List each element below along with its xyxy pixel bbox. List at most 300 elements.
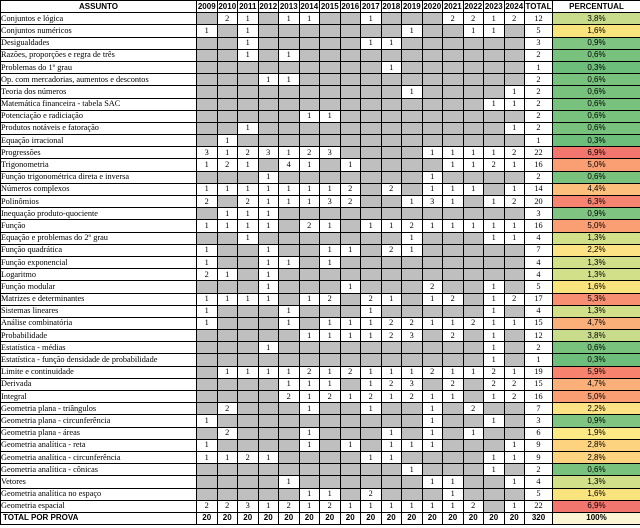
empty-cell (258, 25, 279, 37)
empty-cell (422, 86, 443, 98)
empty-cell (484, 439, 505, 451)
empty-cell (443, 110, 464, 122)
count-cell: 1 (443, 220, 464, 232)
empty-cell (381, 135, 402, 147)
empty-cell (320, 37, 341, 49)
empty-cell (402, 37, 423, 49)
footer-count-cell: 20 (279, 512, 300, 524)
empty-cell (361, 196, 382, 208)
empty-cell (422, 98, 443, 110)
footer-total-cell: 320 (525, 512, 553, 524)
count-cell: 1 (361, 451, 382, 463)
count-cell: 1 (197, 256, 218, 268)
empty-cell (361, 122, 382, 134)
empty-cell (320, 451, 341, 463)
empty-cell (217, 305, 238, 317)
percent-cell: 1,6% (553, 488, 640, 500)
empty-cell (402, 342, 423, 354)
empty-cell (381, 159, 402, 171)
percent-cell: 5,0% (553, 220, 640, 232)
empty-cell (484, 86, 505, 98)
empty-cell (381, 122, 402, 134)
footer-count-cell: 20 (402, 512, 423, 524)
count-cell: 1 (422, 500, 443, 512)
total-cell: 5 (525, 25, 553, 37)
empty-cell (504, 256, 525, 268)
empty-cell (443, 439, 464, 451)
count-cell: 1 (484, 13, 505, 25)
empty-cell (279, 135, 300, 147)
empty-cell (340, 488, 361, 500)
count-cell: 2 (463, 500, 484, 512)
empty-cell (463, 439, 484, 451)
empty-cell (320, 403, 341, 415)
empty-cell (279, 293, 300, 305)
empty-cell (197, 476, 218, 488)
empty-cell (484, 256, 505, 268)
count-cell: 1 (217, 220, 238, 232)
empty-cell (381, 269, 402, 281)
empty-cell (463, 269, 484, 281)
year-header: 2010 (217, 1, 238, 13)
count-cell: 1 (299, 439, 320, 451)
count-cell: 1 (238, 293, 259, 305)
count-cell: 1 (258, 256, 279, 268)
empty-cell (299, 37, 320, 49)
percent-cell: 4,7% (553, 317, 640, 329)
empty-cell (361, 464, 382, 476)
count-cell: 1 (484, 391, 505, 403)
empty-cell (258, 61, 279, 73)
total-cell: 3 (525, 415, 553, 427)
topic-cell: Inequação produto-quociente (1, 208, 197, 220)
empty-cell (299, 61, 320, 73)
empty-cell (463, 354, 484, 366)
footer-row (1, 512, 640, 524)
count-cell: 1 (299, 159, 320, 171)
footer-count-cell: 20 (361, 512, 382, 524)
count-cell: 1 (422, 403, 443, 415)
count-cell: 1 (217, 208, 238, 220)
count-cell: 1 (443, 317, 464, 329)
count-cell: 2 (381, 244, 402, 256)
topic-cell: Estatística - função densidade de probabilidade (1, 354, 197, 366)
count-cell: 1 (217, 269, 238, 281)
count-cell: 1 (463, 183, 484, 195)
percent-cell: 3,8% (553, 13, 640, 25)
count-cell: 2 (217, 159, 238, 171)
empty-cell (422, 232, 443, 244)
empty-cell (340, 208, 361, 220)
empty-cell (504, 403, 525, 415)
percent-cell: 6,3% (553, 196, 640, 208)
count-cell: 1 (484, 415, 505, 427)
empty-cell (299, 74, 320, 86)
empty-cell (299, 49, 320, 61)
empty-cell (320, 476, 341, 488)
count-cell: 1 (381, 451, 402, 463)
count-cell: 1 (504, 451, 525, 463)
empty-cell (422, 269, 443, 281)
total-cell: 2 (525, 464, 553, 476)
count-cell: 2 (279, 391, 300, 403)
empty-cell (197, 49, 218, 61)
topic-cell: Geometria analítica - circunferência (1, 451, 197, 463)
empty-cell (258, 378, 279, 390)
table-row (1, 183, 640, 195)
percent-cell: 2,2% (553, 244, 640, 256)
percent-cell: 0,6% (553, 110, 640, 122)
empty-cell (443, 208, 464, 220)
empty-cell (340, 354, 361, 366)
empty-cell (463, 305, 484, 317)
count-cell: 1 (484, 451, 505, 463)
topic-cell: Produtos notáveis e fatoração (1, 122, 197, 134)
empty-cell (299, 135, 320, 147)
empty-cell (197, 391, 218, 403)
count-cell: 1 (217, 293, 238, 305)
count-cell: 1 (422, 183, 443, 195)
percent-cell: 0,6% (553, 86, 640, 98)
count-cell: 1 (443, 183, 464, 195)
count-cell: 1 (463, 220, 484, 232)
count-cell: 1 (422, 171, 443, 183)
topic-cell: Sistemas lineares (1, 305, 197, 317)
empty-cell (217, 439, 238, 451)
empty-cell (361, 427, 382, 439)
total-cell: 6 (525, 427, 553, 439)
empty-cell (340, 13, 361, 25)
empty-cell (484, 122, 505, 134)
count-cell: 1 (361, 220, 382, 232)
empty-cell (217, 342, 238, 354)
total-cell: 3 (525, 37, 553, 49)
empty-cell (484, 74, 505, 86)
empty-cell (484, 61, 505, 73)
count-cell: 1 (299, 330, 320, 342)
empty-cell (217, 354, 238, 366)
count-cell: 1 (463, 366, 484, 378)
footer-count-cell: 20 (217, 512, 238, 524)
empty-cell (504, 135, 525, 147)
count-cell: 1 (238, 159, 259, 171)
count-cell: 1 (504, 86, 525, 98)
total-cell: 1 (525, 135, 553, 147)
count-cell: 1 (402, 439, 423, 451)
count-cell: 1 (443, 147, 464, 159)
total-cell: 20 (525, 196, 553, 208)
count-cell: 1 (320, 317, 341, 329)
count-cell: 1 (361, 305, 382, 317)
total-cell: 22 (525, 500, 553, 512)
table-row (1, 317, 640, 329)
count-cell: 1 (320, 183, 341, 195)
count-cell: 1 (197, 451, 218, 463)
empty-cell (197, 13, 218, 25)
empty-cell (299, 464, 320, 476)
empty-cell (340, 122, 361, 134)
empty-cell (238, 98, 259, 110)
percent-cell: 0,9% (553, 208, 640, 220)
count-cell: 1 (340, 317, 361, 329)
count-cell: 1 (340, 439, 361, 451)
count-cell: 1 (484, 305, 505, 317)
empty-cell (258, 488, 279, 500)
count-cell: 1 (361, 37, 382, 49)
count-cell: 1 (279, 196, 300, 208)
empty-cell (197, 427, 218, 439)
total-cell: 17 (525, 293, 553, 305)
count-cell: 1 (197, 317, 218, 329)
topic-cell: Análise combinatória (1, 317, 197, 329)
count-cell: 1 (422, 293, 443, 305)
count-cell: 1 (238, 220, 259, 232)
empty-cell (361, 159, 382, 171)
count-cell: 1 (320, 256, 341, 268)
empty-cell (422, 488, 443, 500)
topic-cell: Função modular (1, 281, 197, 293)
topic-cell: Geometria analítica no espaço (1, 488, 197, 500)
empty-cell (238, 110, 259, 122)
count-cell: 2 (299, 147, 320, 159)
count-cell: 1 (422, 415, 443, 427)
empty-cell (443, 269, 464, 281)
percent-cell: 1,6% (553, 281, 640, 293)
table-row (1, 13, 640, 25)
empty-cell (443, 244, 464, 256)
count-cell: 1 (443, 159, 464, 171)
empty-cell (299, 208, 320, 220)
empty-cell (320, 208, 341, 220)
total-cell: 9 (525, 451, 553, 463)
table-row (1, 427, 640, 439)
empty-cell (361, 171, 382, 183)
empty-cell (443, 403, 464, 415)
total-cell: 4 (525, 232, 553, 244)
empty-cell (238, 464, 259, 476)
year-header: 2023 (484, 1, 505, 13)
table-row (1, 61, 640, 73)
empty-cell (402, 354, 423, 366)
count-cell: 1 (279, 147, 300, 159)
count-cell: 1 (422, 427, 443, 439)
empty-cell (443, 86, 464, 98)
table-row (1, 74, 640, 86)
empty-cell (402, 110, 423, 122)
empty-cell (422, 159, 443, 171)
table-row (1, 464, 640, 476)
empty-cell (463, 378, 484, 390)
empty-cell (463, 464, 484, 476)
count-cell: 1 (238, 13, 259, 25)
table-row (1, 159, 640, 171)
footer-count-cell: 20 (299, 512, 320, 524)
count-cell: 1 (299, 183, 320, 195)
empty-cell (402, 488, 423, 500)
empty-cell (340, 464, 361, 476)
topic-cell: Potenciação e radiciação (1, 110, 197, 122)
count-cell: 2 (504, 147, 525, 159)
empty-cell (340, 256, 361, 268)
topic-cell: Geometria plana - circunferência (1, 415, 197, 427)
empty-cell (402, 269, 423, 281)
count-cell: 2 (422, 366, 443, 378)
empty-cell (217, 378, 238, 390)
empty-cell (320, 49, 341, 61)
empty-cell (279, 86, 300, 98)
empty-cell (279, 439, 300, 451)
table-row (1, 354, 640, 366)
empty-cell (258, 330, 279, 342)
footer-count-cell: 20 (381, 512, 402, 524)
count-cell: 2 (504, 391, 525, 403)
empty-cell (402, 13, 423, 25)
empty-cell (463, 415, 484, 427)
empty-cell (258, 110, 279, 122)
empty-cell (504, 415, 525, 427)
total-cell: 2 (525, 74, 553, 86)
count-cell: 1 (258, 171, 279, 183)
empty-cell (504, 110, 525, 122)
empty-cell (279, 354, 300, 366)
empty-cell (484, 403, 505, 415)
count-cell: 1 (381, 427, 402, 439)
empty-cell (238, 305, 259, 317)
count-cell: 2 (381, 317, 402, 329)
empty-cell (381, 354, 402, 366)
empty-cell (197, 378, 218, 390)
count-cell: 1 (279, 366, 300, 378)
empty-cell (463, 208, 484, 220)
empty-cell (238, 171, 259, 183)
count-cell: 1 (422, 439, 443, 451)
table-row (1, 86, 640, 98)
empty-cell (504, 244, 525, 256)
count-cell: 1 (484, 196, 505, 208)
year-header: 2022 (463, 1, 484, 13)
count-cell: 3 (320, 147, 341, 159)
table-row (1, 171, 640, 183)
empty-cell (463, 232, 484, 244)
empty-cell (504, 464, 525, 476)
percent-cell: 0,6% (553, 342, 640, 354)
count-cell: 1 (279, 13, 300, 25)
empty-cell (217, 232, 238, 244)
empty-cell (443, 464, 464, 476)
year-header: 2016 (340, 1, 361, 13)
empty-cell (463, 342, 484, 354)
total-cell: 5 (525, 488, 553, 500)
empty-cell (279, 208, 300, 220)
empty-cell (217, 464, 238, 476)
empty-cell (443, 305, 464, 317)
count-cell: 1 (197, 415, 218, 427)
empty-cell (402, 293, 423, 305)
empty-cell (320, 354, 341, 366)
count-cell: 1 (258, 196, 279, 208)
empty-cell (299, 451, 320, 463)
empty-cell (258, 98, 279, 110)
empty-cell (279, 415, 300, 427)
empty-cell (320, 342, 341, 354)
count-cell: 2 (361, 293, 382, 305)
count-cell: 1 (258, 208, 279, 220)
empty-cell (443, 232, 464, 244)
empty-cell (217, 330, 238, 342)
year-header: 2019 (402, 1, 423, 13)
total-cell: 16 (525, 159, 553, 171)
count-cell: 2 (381, 330, 402, 342)
empty-cell (463, 61, 484, 73)
empty-cell (484, 49, 505, 61)
empty-cell (443, 451, 464, 463)
topic-cell: Conjuntos numéricos (1, 25, 197, 37)
count-cell: 1 (258, 244, 279, 256)
empty-cell (217, 196, 238, 208)
empty-cell (197, 281, 218, 293)
empty-cell (402, 147, 423, 159)
table-row (1, 281, 640, 293)
count-cell: 2 (463, 317, 484, 329)
empty-cell (299, 354, 320, 366)
empty-cell (320, 74, 341, 86)
empty-cell (422, 208, 443, 220)
count-cell: 1 (258, 342, 279, 354)
empty-cell (381, 98, 402, 110)
empty-cell (463, 330, 484, 342)
footer-count-cell: 20 (197, 512, 218, 524)
empty-cell (340, 342, 361, 354)
count-cell: 1 (443, 488, 464, 500)
count-cell: 2 (443, 13, 464, 25)
empty-cell (463, 98, 484, 110)
count-cell: 1 (504, 366, 525, 378)
empty-cell (340, 135, 361, 147)
percent-cell: 1,3% (553, 476, 640, 488)
empty-cell (299, 86, 320, 98)
empty-cell (422, 122, 443, 134)
empty-cell (238, 488, 259, 500)
empty-cell (217, 37, 238, 49)
empty-cell (299, 281, 320, 293)
table-row (1, 49, 640, 61)
empty-cell (402, 135, 423, 147)
table-row (1, 256, 640, 268)
empty-cell (361, 49, 382, 61)
count-cell: 2 (340, 366, 361, 378)
empty-cell (443, 171, 464, 183)
count-cell: 4 (279, 159, 300, 171)
empty-cell (279, 427, 300, 439)
count-cell: 1 (320, 488, 341, 500)
empty-cell (340, 171, 361, 183)
count-cell: 1 (484, 25, 505, 37)
empty-cell (238, 415, 259, 427)
count-cell: 1 (463, 159, 484, 171)
count-cell: 1 (320, 110, 341, 122)
count-cell: 1 (422, 147, 443, 159)
year-header: 2009 (197, 1, 218, 13)
empty-cell (258, 159, 279, 171)
subject-header: ASSUNTO (1, 1, 197, 13)
count-cell: 1 (504, 232, 525, 244)
footer-count-cell: 20 (258, 512, 279, 524)
count-cell: 1 (279, 317, 300, 329)
year-header: 2018 (381, 1, 402, 13)
total-cell: 16 (525, 391, 553, 403)
total-cell: 22 (525, 147, 553, 159)
count-cell: 1 (361, 317, 382, 329)
